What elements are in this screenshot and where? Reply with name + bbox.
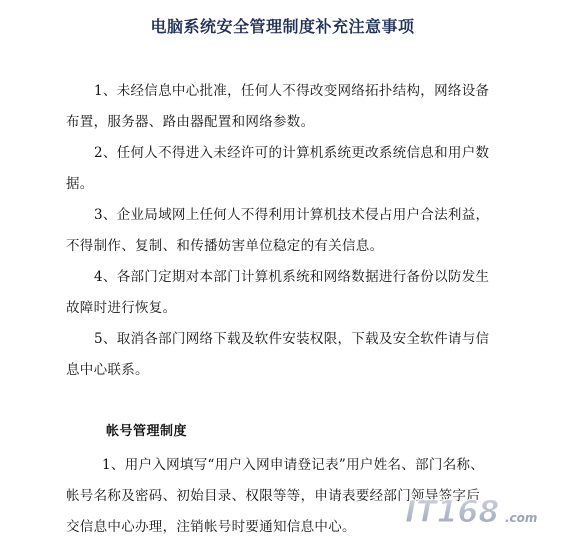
watermark-suffix-text: .com <box>505 511 538 525</box>
paragraph-1 <box>66 76 506 138</box>
paragraph-2-line-2: 据。 <box>66 176 94 192</box>
account-paragraph-line-2: 帐号名称及密码、初始目录、权限等等，申请表要经部门领导签字后 <box>66 488 480 504</box>
account-paragraph-line-1: 1、用户入网填写“用户入网申请登记表”用户姓名、部门名称、 <box>102 457 485 473</box>
paragraph-1-line-1: 1、未经信息中心批准，任何人不得改变网络拓扑结构，网络设备 <box>94 83 490 99</box>
paragraph-3-line-1: 3、企业局域网上任何人不得利用计算机技术侵占用户合法利益， <box>94 207 490 223</box>
paragraph-3-line-2: 不得制作、复制、和传播妨害单位稳定的有关信息。 <box>66 238 384 254</box>
it168-logo-watermark-icon <box>401 490 551 532</box>
paragraph-5-line-2: 息中心联系。 <box>66 362 149 378</box>
paragraph-5 <box>66 324 506 386</box>
section-subheading: 帐号管理制度 <box>106 424 188 439</box>
account-paragraph-line-3: 交信息中心办理，注销帐号时要通知信息中心。 <box>66 519 356 535</box>
paragraph-3 <box>66 200 506 262</box>
paragraph-4-line-1: 4、各部门定期对本部门计算机系统和网络数据进行备份以防发生 <box>94 269 490 285</box>
paragraph-2-line-1: 2、任何人不得进入未经许可的计算机系统更改系统信息和用户数 <box>94 145 490 161</box>
watermark-main-text: IT168 <box>405 495 500 530</box>
paragraph-1-line-2: 布置，服务器、路由器配置和网络参数。 <box>66 114 315 130</box>
document-title: 电脑系统安全管理制度补充注意事项 <box>150 17 415 36</box>
paragraph-5-line-1: 5、取消各部门网络下载及软件安装权限，下载及安全软件请与信 <box>94 331 490 347</box>
paragraph-2 <box>66 138 506 200</box>
paragraph-4-line-2: 故障时进行恢复。 <box>66 300 177 316</box>
paragraph-4 <box>66 262 506 324</box>
